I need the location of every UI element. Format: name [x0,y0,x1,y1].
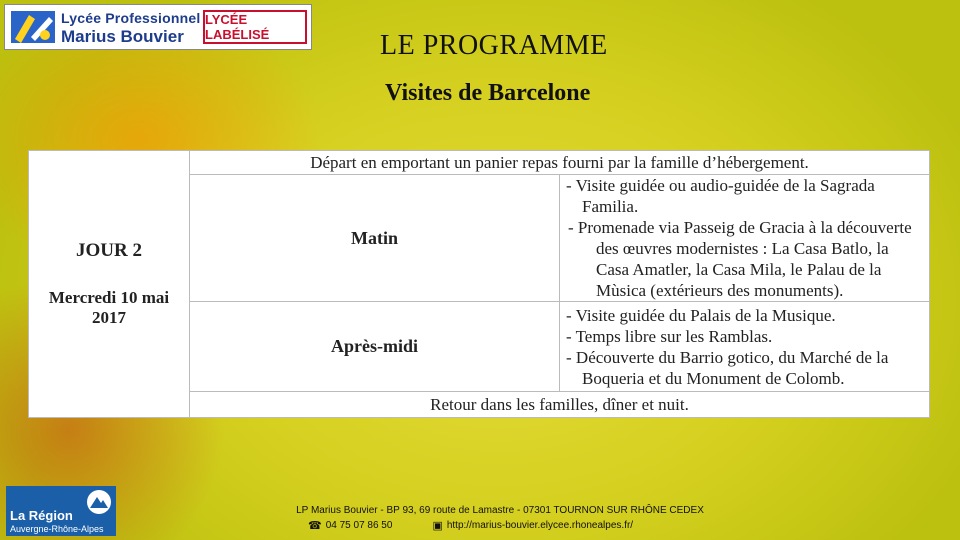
page-subtitle: Visites de Barcelone [385,80,591,106]
footer [280,505,720,532]
afternoon-label: Après-midi [190,302,560,392]
region-subtitle: Auvergne-Rhône-Alpes [10,524,104,534]
school-name-line2: Marius Bouvier [61,27,184,46]
date-label: Mercredi 10 mai 2017 [48,288,170,327]
day-cell [29,151,190,418]
region-title: La Région [10,508,73,523]
computer-icon: ▣ [432,520,443,532]
return-cell: Retour dans les familles, dîner et nuit. [190,392,930,418]
school-logo [4,4,312,50]
morning-label: Matin [190,175,560,302]
mountain-icon [86,489,112,515]
day-label: JOUR 2 [76,240,142,261]
list-item: - Visite guidée du Palais de la Musique. [566,305,836,325]
table-row [29,151,930,175]
program-table [28,150,930,418]
morning-activities [560,175,930,302]
list-item: - Découverte du Barrio gotico, du Marché de la Boqueria et du Monument de Colomb. [566,347,889,388]
departure-cell: Départ en emportant un panier repas fourni par la famille d’hébergement. [190,151,930,175]
school-name-line1: Lycée Professionnel [61,10,201,26]
phone-icon: ☎ [308,520,322,532]
region-logo [6,486,116,536]
footer-website[interactable]: http://marius-bouvier.elycee.rhonealpes.fr/ [446,520,634,531]
footer-phone: 04 75 07 86 50 [325,520,393,531]
list-item: - Promenade via Passeig de Gracia à la découverte des œuvres modernistes : La Casa Batlo, la Casa Amatler, la Casa Mila, le Palau de la Mùsica (extérieurs des monuments). [568,218,912,300]
afternoon-activities [560,302,930,392]
list-item: - Visite guidée ou audio-guidée de la Sagrada Familia. [566,176,875,216]
label-badge: LYCÉE LABÉLISÉ [203,10,307,44]
page-title: LE PROGRAMME [380,30,608,61]
school-emblem-icon [9,9,57,45]
footer-address: LP Marius Bouvier - BP 93, 69 route de Lamastre - 07301 TOURNON SUR RHÔNE CEDEX [296,505,704,516]
list-item: - Temps libre sur les Ramblas. [566,326,773,346]
